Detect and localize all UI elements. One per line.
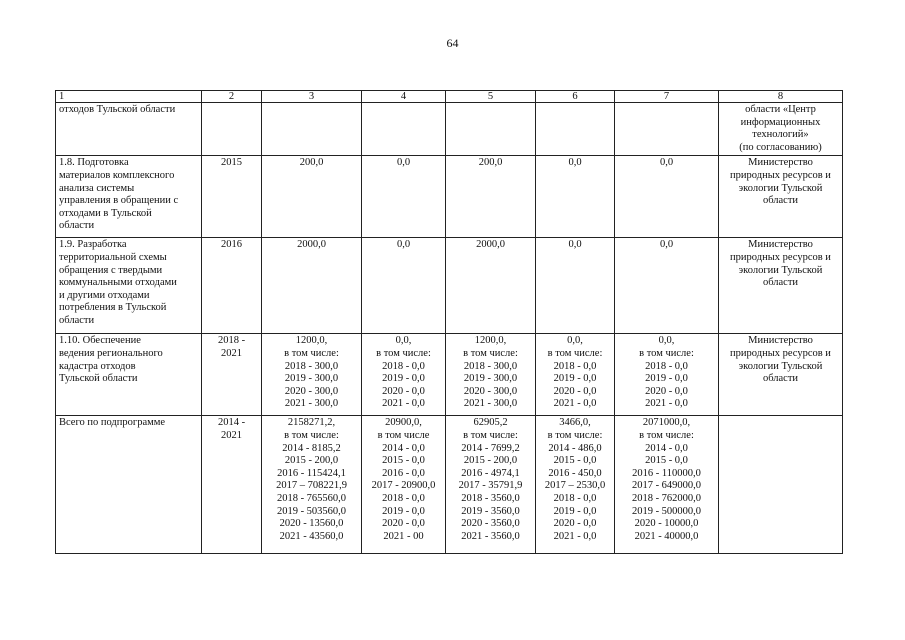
table-cell-col-8 [719, 103, 843, 156]
table-cell-col-1 [56, 103, 202, 156]
cell-line: коммунальными отходами [59, 277, 177, 289]
table-cell-col-4 [362, 103, 446, 156]
cell-line: 2020 - 3560,0 [461, 518, 520, 530]
cell-line: области [762, 373, 799, 385]
table-cell-col-5 [446, 416, 536, 554]
cell-line: 2021 [221, 347, 242, 359]
table-row [56, 156, 843, 238]
table-cell-col-8 [719, 334, 843, 416]
cell-line: 2018 - 0,0 [645, 360, 688, 372]
table-cell-col-5 [446, 334, 536, 416]
cell-line: природных ресурсов и [730, 347, 831, 359]
cell-line: 2018 - 0,0 [553, 360, 597, 372]
table-cell-col-7 [615, 156, 719, 238]
cell-line: обращения с твердыми [59, 264, 163, 276]
cell-line: 2021 - 0,0 [553, 398, 597, 410]
cell-line: 2017 - 649000,0 [631, 480, 702, 492]
table-cell-col-1 [56, 416, 202, 554]
cell-line: 0,0 [396, 157, 411, 169]
cell-line: в том числе [377, 429, 430, 441]
cell-line: 2019 - 300,0 [284, 373, 339, 385]
table-cell-col-6 [536, 238, 615, 334]
table-cell-col-2 [202, 156, 262, 238]
cell-line: в том числе: [284, 429, 339, 441]
cell-line: 2017 - 20900,0 [371, 480, 436, 492]
table-cell-col-5 [446, 156, 536, 238]
table-cell-col-7 [615, 416, 719, 554]
table-cell-col-8 [719, 238, 843, 334]
cell-line: 2021 - 0,0 [382, 398, 425, 410]
cell-line: и другими отходами [59, 289, 150, 301]
cell-line: 62905,2 [473, 417, 508, 429]
table-cell-col-7 [615, 238, 719, 334]
cell-line: 0,0, [395, 335, 412, 347]
cell-line: 2020 - 10000,0 [634, 518, 699, 530]
header-cell-7: 7 [615, 91, 719, 103]
cell-line: 0,0, [658, 335, 675, 347]
program-table [55, 90, 843, 554]
header-cell-8: 8 [719, 91, 843, 103]
cell-line: 0,0, [567, 335, 583, 347]
cell-line: 2019 - 0,0 [382, 373, 425, 385]
cell-line: материалов комплексного [59, 169, 175, 181]
cell-line: в том числе: [284, 347, 339, 359]
table-cell-col-2 [202, 103, 262, 156]
table-cell-col-4 [362, 416, 446, 554]
cell-line: 2015 - 200,0 [463, 455, 518, 467]
cell-line: Министерство [748, 239, 813, 251]
cell-line: 2016 - 4974,1 [461, 467, 520, 479]
table-cell-col-3 [262, 156, 362, 238]
cell-line: 2021 - 300,0 [284, 398, 339, 410]
cell-line: 2021 - 3560,0 [461, 530, 520, 542]
table-cell-col-2 [202, 416, 262, 554]
cell-line: 2017 - 35791,9 [458, 480, 523, 492]
cell-line: 2015 - 0,0 [553, 455, 597, 467]
cell-line: 2016 - 0,0 [382, 467, 425, 479]
cell-line: 2021 - 0,0 [645, 398, 688, 410]
cell-line: 2020 - 300,0 [463, 385, 518, 397]
cell-line: 2020 - 13560,0 [279, 518, 344, 530]
cell-line: Министерство [748, 335, 813, 347]
cell-line: экологии Тульской [738, 182, 823, 194]
cell-line: 0,0 [396, 239, 411, 251]
header-row [56, 91, 843, 103]
cell-line: области [59, 220, 95, 232]
cell-line: 1.9. Разработка [59, 239, 127, 251]
cell-line: 2018 - 300,0 [463, 360, 518, 372]
cell-line: экологии Тульской [738, 360, 823, 372]
cell-line: 2014 - 8185,2 [282, 442, 341, 454]
cell-line: в том числе: [463, 347, 518, 359]
cell-line: 0,0 [568, 239, 582, 251]
cell-line: области [762, 195, 799, 207]
header-cell-1: 1 [56, 91, 202, 103]
cell-line: 2018 - 0,0 [382, 492, 425, 504]
cell-line: 2016 - 115424,1 [277, 467, 346, 479]
cell-line: (по согласованию) [739, 141, 822, 153]
table-row [56, 416, 843, 554]
cell-line: отходами в Тульской [59, 207, 152, 219]
table-cell-col-7 [615, 103, 719, 156]
cell-line: области [59, 314, 95, 326]
cell-line: 2015 [221, 157, 242, 169]
cell-line: в том числе: [547, 429, 603, 441]
cell-line: 2018 - 300,0 [284, 360, 339, 372]
cell-line: 200,0 [299, 157, 324, 169]
cell-line: технологий» [752, 129, 809, 141]
cell-line: 2021 - 300,0 [463, 398, 518, 410]
cell-line: 2020 - 300,0 [284, 385, 339, 397]
cell-line: 2015 - 0,0 [645, 455, 688, 467]
cell-line: 2019 - 3560,0 [461, 505, 520, 517]
table-cell-col-8 [719, 156, 843, 238]
table-row [56, 238, 843, 334]
cell-line: 200,0 [478, 157, 503, 169]
cell-line: 0,0 [659, 157, 674, 169]
table-cell-col-2 [202, 238, 262, 334]
cell-line: 0,0 [568, 157, 582, 169]
table-cell-col-3 [262, 334, 362, 416]
cell-line: 2021 - 43560,0 [279, 530, 344, 542]
cell-line: 2018 - [217, 335, 246, 347]
cell-line: 2015 - 0,0 [382, 455, 425, 467]
cell-line: 2019 - 0,0 [645, 373, 688, 385]
table-cell-col-5 [446, 238, 536, 334]
table-cell-col-6 [536, 103, 615, 156]
cell-line: 2018 - 0,0 [553, 492, 597, 504]
cell-line: в том числе: [376, 347, 431, 359]
cell-line: природных ресурсов и [730, 251, 831, 263]
cell-line: 2021 - 00 [383, 530, 424, 542]
cell-line: 2018 - 0,0 [382, 360, 425, 372]
cell-line: ведения регионального [59, 347, 163, 359]
cell-line: территориальной схемы [59, 251, 167, 263]
cell-line: 2019 - 0,0 [553, 373, 597, 385]
cell-line: Министерство [748, 157, 813, 169]
table-cell-col-2 [202, 334, 262, 416]
cell-line: Всего по подпрограмме [59, 417, 166, 429]
table-cell-col-5 [446, 103, 536, 156]
table-cell-col-8 [719, 416, 843, 554]
cell-line: 2021 [221, 429, 242, 441]
header-cell-2: 2 [202, 91, 262, 103]
table-cell-col-4 [362, 156, 446, 238]
cell-line: потребления в Тульской [59, 302, 167, 314]
cell-line: области [762, 277, 799, 289]
cell-line: 2016 [221, 239, 242, 251]
cell-line: 2018 - 762000,0 [631, 492, 702, 504]
cell-line: 2071000,0, [642, 417, 691, 429]
cell-line: 2016 - 110000,0 [632, 467, 701, 479]
header-cell-3: 3 [262, 91, 362, 103]
table-cell-col-3 [262, 238, 362, 334]
cell-line: в том числе: [463, 429, 518, 441]
header-cell-5: 5 [446, 91, 536, 103]
table-cell-col-3 [262, 416, 362, 554]
cell-line: 2158271,2, [287, 417, 336, 429]
table-cell-col-3 [262, 103, 362, 156]
cell-line: 1200,0, [474, 335, 507, 347]
cell-line: 2000,0 [476, 239, 505, 251]
cell-line: 2020 - 0,0 [382, 518, 425, 530]
cell-line: 2019 - 0,0 [553, 505, 597, 517]
table-row [56, 334, 843, 416]
cell-line: 2020 - 0,0 [553, 385, 597, 397]
cell-line: 2000,0 [297, 239, 326, 251]
table-cell-col-6 [536, 334, 615, 416]
cell-line: 2014 - 0,0 [645, 442, 688, 454]
table-cell-col-4 [362, 238, 446, 334]
cell-line: кадастра отходов [59, 360, 136, 372]
cell-line: 2020 - 0,0 [382, 385, 425, 397]
header-cell-6: 6 [536, 91, 615, 103]
cell-line: управления в обращении с [59, 195, 179, 207]
cell-line: в том числе: [639, 347, 694, 359]
cell-line: 2014 - 486,0 [548, 442, 602, 454]
cell-line: 2014 - 7699,2 [461, 442, 520, 454]
cell-line: 2020 - 0,0 [645, 385, 688, 397]
cell-line: 1.8. Подготовка [59, 157, 129, 169]
cell-line: 0,0 [659, 239, 674, 251]
cell-line: в том числе: [639, 429, 694, 441]
cell-line: 2018 - 3560,0 [461, 492, 520, 504]
cell-line: области «Центр [745, 104, 816, 115]
cell-line: 2016 - 450,0 [548, 467, 602, 479]
cell-line: 2017 – 708221,9 [276, 480, 347, 492]
table-cell-col-1 [56, 156, 202, 238]
cell-line: 2017 – 2530,0 [544, 480, 606, 492]
cell-line: 1.10. Обеспечение [59, 335, 141, 347]
cell-line: 20900,0, [385, 417, 422, 429]
cell-line: 2021 - 0,0 [553, 530, 597, 542]
table-row [56, 103, 843, 156]
header-cell-4: 4 [362, 91, 446, 103]
table-cell-col-6 [536, 156, 615, 238]
table-cell-col-7 [615, 334, 719, 416]
cell-line: природных ресурсов и [730, 169, 831, 181]
table-cell-col-1 [56, 238, 202, 334]
cell-line: отходов Тульской области [59, 104, 176, 115]
cell-line: 2019 - 0,0 [382, 505, 425, 517]
table-cell-col-6 [536, 416, 615, 554]
cell-line: 2021 - 40000,0 [634, 530, 699, 542]
table-cell-col-1 [56, 334, 202, 416]
cell-line: 1200,0, [295, 335, 328, 347]
cell-line: 2014 - [217, 417, 246, 429]
cell-line: 2020 - 0,0 [553, 518, 597, 530]
cell-line: анализа системы [59, 182, 135, 194]
cell-line: информационных [740, 116, 821, 128]
cell-line: 2019 - 500000,0 [631, 505, 702, 517]
page-number: 64 [446, 36, 459, 50]
cell-line: 2015 - 200,0 [284, 455, 339, 467]
cell-line: в том числе: [547, 347, 603, 359]
cell-line: Тульской области [59, 373, 138, 385]
cell-line: 2019 - 503560,0 [276, 505, 347, 517]
cell-line: экологии Тульской [738, 264, 823, 276]
cell-line: 2018 - 765560,0 [276, 492, 347, 504]
cell-line: 2014 - 0,0 [382, 442, 425, 454]
cell-line: 2019 - 300,0 [463, 373, 518, 385]
table-cell-col-4 [362, 334, 446, 416]
cell-line: 3466,0, [559, 417, 591, 429]
